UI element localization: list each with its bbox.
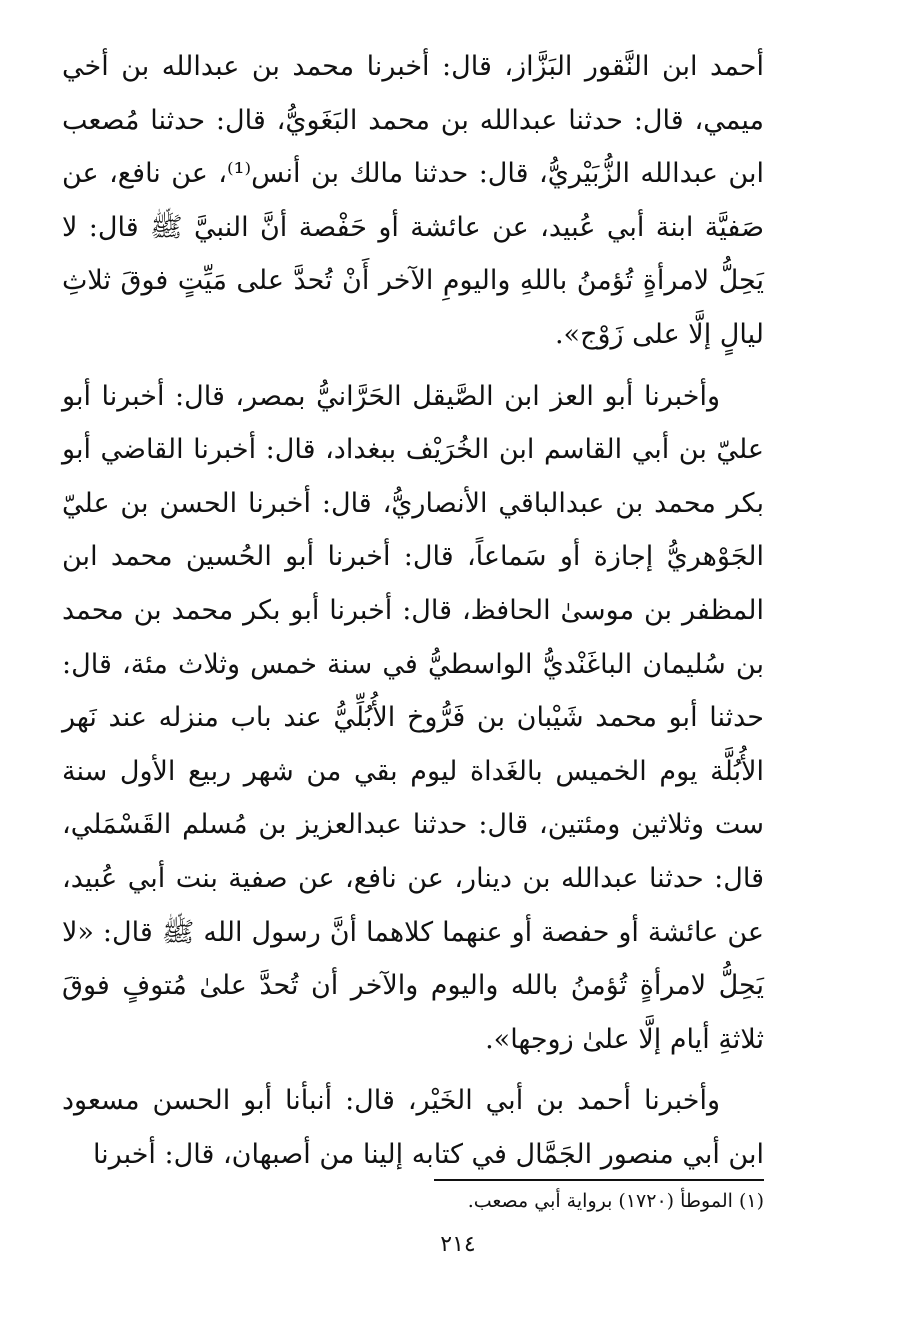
paragraph-2: وأخبرنا أبو العز ابن الصَّيقل الحَرَّانيُّ بمصر، قال: أخبرنا أبو عليّ بن أبي القاسم ابن الخُرَيْف ببغداد، قال: أخبرنا القاضي أبو بكر محمد بن عبدالباقي الأنصاريُّ، قال: أخبرنا الحسن بن عليّ الجَوْهريُّ إجازة أو سَماعاً، قال: أخبرنا أبو الحُسين محمد ابن المظفر بن موسىٰ الحافظ، قال: أخبرنا أبو بكر محمد بن محمد بن سُليمان الباغَنْديُّ الواسطيُّ في سنة خمس وثلاث مئة، قال: حدثنا أبو محمد شَيْبان بن فَرُّوخ الأُبُلِّيُّ عند باب منزله عند نَهر الأُبُلَّة يوم الخميس بالغَداة ليوم بقي من شهر ربيع الأول سنة ست وثلاثين ومئتين، قال: حدثنا عبدالعزيز بن مُسلم القَسْمَلي، قال: حدثنا عبدالله بن دينار، عن نافع، عن صفية بنت أبي عُبيد، عن عائشة أو حفصة أو عنهما كلاهما أنَّ رسول الله ﷺ قال: «لا يَحِلُّ لامرأةٍ تُؤمنُ بالله واليوم والآخر أن تُحدَّ علىٰ مُتوفٍ فوقَ ثلاثةِ أيام إلَّا علىٰ زوجها». xyxy=(62,380,764,1055)
footnote: (١) الموطأ (١٧٢٠) برواية أبي مصعب. xyxy=(467,1190,764,1212)
paragraph-1: أحمد ابن النَّقور البَزَّاز، قال: أخبرنا محمد بن عبدالله بن أخي ميمي، قال: حدثنا عبدالله بن محمد البَغَويُّ، قال: حدثنا مُصعب ابن عبدالله الزُّبَيْريُّ، قال: حدثنا مالك بن أنس⁽¹⁾، عن نافع، عن صَفيَّة ابنة أبي عُبيد، عن عائشة أو حَفْصة أنَّ النبيَّ ﷺ قال: لا يَحِلُّ لامرأةٍ تُؤمنُ باللهِ واليومِ الآخر أَنْ تُحدَّ على مَيِّتٍ فوقَ ثلاثِ ليالٍ إلَّا على زَوْج». xyxy=(62,51,764,350)
page-number: ٢١٤ xyxy=(440,1232,476,1257)
main-text xyxy=(62,40,764,1181)
footnote-separator xyxy=(434,1179,764,1181)
paragraph-3: وأخبرنا أحمد بن أبي الخَيْر، قال: أنبأنا أبو الحسن مسعود ابن أبي منصور الجَمَّال في كتابه إلينا من أصبهان، قال: أخبرنا xyxy=(62,1085,764,1170)
